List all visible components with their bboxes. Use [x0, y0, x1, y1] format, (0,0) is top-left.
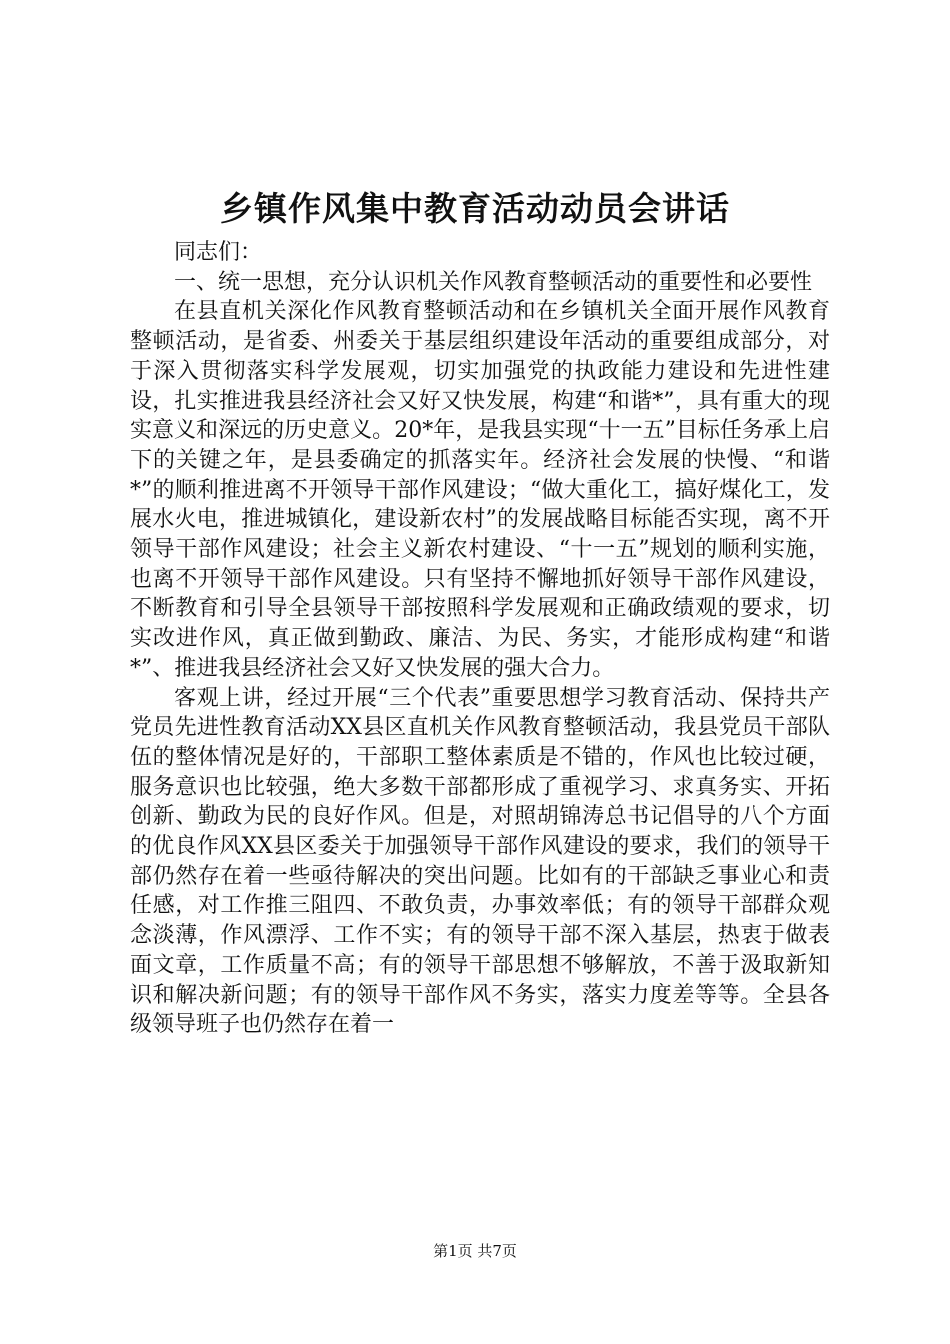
- page-number-footer: 第1页 共7页: [433, 1242, 517, 1260]
- body-paragraph: 在县直机关深化作风教育整顿活动和在乡镇机关全面开展作风教育整顿活动，是省委、州委关于基层组织建设年活动的重要组成部分，对于深入贯彻落实科学发展观，切实加强党的执政能力建设和先进性建设，扎实推进我县经济社会又好又快发展，构建“和谐*”，具有重大的现实意义和深远的历史意义。20*年，是我县实现“十一五”目标任务承上启下的关键之年，是县委确定的抓落实年。经济社会发展的快慢、“和谐*”的顺利推进离不开领导干部作风建设；“做大重化工，搞好煤化工，发展水火电，推进城镇化，建设新农村”的发展战略目标能否实现，离不开领导干部作风建设；社会主义新农村建设、“十一五”规划的顺利实施，也离不开领导干部作风建设。只有坚持不懈地抓好领导干部作风建设，不断教育和引导全县领导干部按照科学发展观和正确政绩观的要求，切实改进作风，真正做到勤政、廉洁、为民、务实，才能形成构建“和谐*”、推进我县经济社会又好又快发展的强大合力。: [130, 299, 830, 681]
- body-paragraph: 客观上讲，经过开展“三个代表”重要思想学习教育活动、保持共产党员先进性教育活动XX县区直机关作风教育整顿活动，我县党员干部队伍的整体情况是好的，干部职工整体素质是不错的，作风也比较过硬，服务意识也比较强，绝大多数干部都形成了重视学习、求真务实、开拓创新、勤政为民的良好作风。但是，对照胡锦涛总书记倡导的八个方面的优良作风XX县区委关于加强领导干部作风建设的要求，我们的领导干部仍然存在着一些亟待解决的突出问题。比如有的干部缺乏事业心和责任感，对工作推三阻四、不敢负责，办事效率低；有的领导干部群众观念淡薄，作风漂浮、工作不实；有的领导干部不深入基层，热衷于做表面文章，工作质量不高；有的领导干部思想不够解放，不善于汲取新知识和解决新问题；有的领导干部作风不务实，落实力度差等等。全县各级领导班子也仍然存在着一: [130, 685, 830, 1038]
- section-heading-paragraph: 一、统一思想，充分认识机关作风教育整顿活动的重要性和必要性: [174, 269, 813, 295]
- document-title: 乡镇作风集中教育活动动员会讲话: [220, 189, 730, 228]
- salutation-paragraph: 同志们：: [174, 240, 263, 265]
- document-body: [130, 238, 830, 1040]
